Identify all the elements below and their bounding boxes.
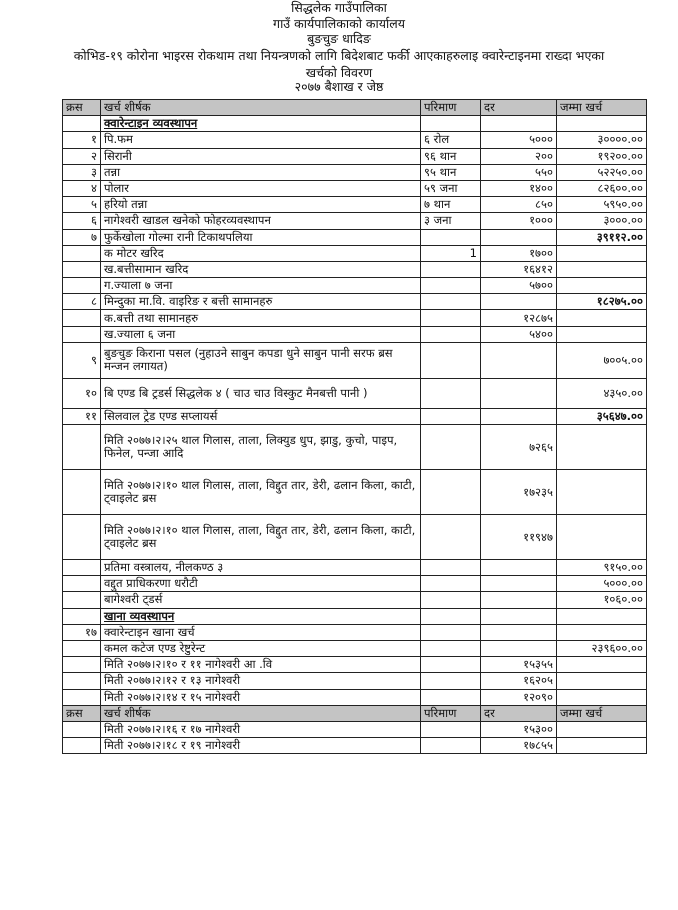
title-cell: मिन्दुका मा.वि. वाइरिङ र बत्ती सामानहरु: [101, 294, 421, 310]
rate-cell: [481, 608, 557, 624]
serial-cell: [63, 470, 101, 515]
office-name: सिद्धलेक गाउँपालिका: [291, 0, 387, 15]
rate-cell: ५७००: [481, 278, 557, 294]
quantity-cell: [421, 640, 481, 656]
serial-cell: [63, 689, 101, 705]
total-cell: ३९११२.००: [557, 229, 647, 245]
rate-cell: [481, 576, 557, 592]
rate-cell: १५३५५: [481, 657, 557, 673]
quantity-cell: ९६ थान: [421, 148, 481, 164]
total-cell: [557, 608, 647, 624]
total-cell: ९१५०.००: [557, 560, 647, 576]
table-row: [63, 378, 647, 408]
title-cell: मिति २०७७।२।१० थाल गिलास, ताला, विद्दुत तार, डेरी, ढलान किला, काटी, ट्वाइलेट ब्रस: [101, 470, 421, 515]
rate-cell: १७००: [481, 245, 557, 261]
table-row: [63, 738, 647, 754]
total-cell: ८२६००.००: [557, 180, 647, 196]
total-cell: ३०००.००: [557, 213, 647, 229]
quantity-cell: [421, 560, 481, 576]
table-header-row: [63, 100, 647, 116]
rate-cell: १७२३५: [481, 470, 557, 515]
quantity-cell: [421, 342, 481, 378]
title-cell: मिती २०७७।२।१२ र १३ नागेश्वरी: [101, 673, 421, 689]
total-cell: ४३५०.००: [557, 378, 647, 408]
quantity-cell: [421, 721, 481, 737]
serial-cell: [63, 673, 101, 689]
title-cell: मिति २०७७।२।२५ थाल गिलास, ताला, लिक्युड धुप, झाडु, कुचो, पाइप, फिनेल, पन्जा आदि: [101, 425, 421, 470]
table-row: [63, 148, 647, 164]
title-cell: हरियो तन्ना: [101, 197, 421, 213]
rate-cell: १०००: [481, 213, 557, 229]
section-row: [63, 608, 647, 624]
table-row: [63, 229, 647, 245]
title-cell: मिती २०७७।२।१४ र १५ नागेश्वरी: [101, 689, 421, 705]
title-cell: कमल कटेज एण्ड रेष्टुरेन्ट: [101, 640, 421, 656]
total-cell: [557, 657, 647, 673]
table-row: [63, 310, 647, 326]
rate-cell: १२८७५: [481, 310, 557, 326]
table-row: [63, 197, 647, 213]
serial-cell: ५: [63, 197, 101, 213]
total-cell: [557, 326, 647, 342]
serial-cell: [63, 738, 101, 754]
serial-cell: [63, 576, 101, 592]
total-cell: १८२७५.००: [557, 294, 647, 310]
title-cell: सिरानी: [101, 148, 421, 164]
serial-cell: [63, 425, 101, 470]
serial-cell: १: [63, 132, 101, 148]
table-row: [63, 560, 647, 576]
title-cell: मिती २०७७।२।१६ र १७ नागेश्वरी: [101, 721, 421, 737]
serial-cell: [63, 592, 101, 608]
serial-cell: [63, 560, 101, 576]
quantity-cell: [421, 515, 481, 560]
office-subtitle: गाउँ कार्यपालिकाको कार्यालय: [273, 16, 405, 31]
title-cell: ख.ज्याला ६ जना: [101, 326, 421, 342]
quantity-cell: [421, 576, 481, 592]
total-cell: [557, 624, 647, 640]
rate-cell: [481, 560, 557, 576]
quantity-cell: ९५ थान: [421, 164, 481, 180]
table-row: [63, 245, 647, 261]
rate-cell: ८५०: [481, 197, 557, 213]
quantity-cell: ७ थान: [421, 197, 481, 213]
table-row: [63, 132, 647, 148]
title-cell: पोलार: [101, 180, 421, 196]
table-row: [63, 326, 647, 342]
section-row: [63, 116, 647, 132]
serial-cell: [63, 310, 101, 326]
title-cell: क.बत्ती तथा सामानहरु: [101, 310, 421, 326]
rate-cell: दर: [481, 705, 557, 721]
report-period: २०७७ बैशाख र जेष्ठ: [294, 79, 384, 94]
total-cell: [557, 689, 647, 705]
serial-cell: ६: [63, 213, 101, 229]
title-cell: खर्च शीर्षक: [101, 705, 421, 721]
quantity-cell: [421, 425, 481, 470]
rate-cell: ५५०: [481, 164, 557, 180]
rate-cell: १६४१२: [481, 261, 557, 277]
serial-cell: [63, 515, 101, 560]
quantity-cell: ३ जना: [421, 213, 481, 229]
total-cell: १९२००.००: [557, 148, 647, 164]
table-row: [63, 689, 647, 705]
total-cell: ३००००.००: [557, 132, 647, 148]
quantity-cell: परिमाण: [421, 100, 481, 116]
title-cell: क मोटर खरिद: [101, 245, 421, 261]
total-cell: ३५६४७.००: [557, 408, 647, 424]
quantity-cell: [421, 261, 481, 277]
title-cell: नागेश्वरी खाडल खनेको फोहरव्यवस्थापन: [101, 213, 421, 229]
total-cell: जम्मा खर्च: [557, 705, 647, 721]
serial-cell: ३: [63, 164, 101, 180]
rate-cell: १५३००: [481, 721, 557, 737]
quantity-cell: [421, 278, 481, 294]
table-row: [63, 342, 647, 378]
quantity-cell: [421, 624, 481, 640]
total-cell: ५९५०.००: [557, 197, 647, 213]
table-row: [63, 164, 647, 180]
serial-cell: २: [63, 148, 101, 164]
total-cell: [557, 116, 647, 132]
total-cell: ५२२५०.००: [557, 164, 647, 180]
table-row: [63, 213, 647, 229]
quantity-cell: [421, 592, 481, 608]
table-row: [63, 180, 647, 196]
rate-cell: ७२६५: [481, 425, 557, 470]
rate-cell: १६२०५: [481, 673, 557, 689]
title-cell: क्वारेन्टाइन खाना खर्च: [101, 624, 421, 640]
total-cell: [557, 515, 647, 560]
table-row: [63, 592, 647, 608]
quantity-cell: [421, 738, 481, 754]
table-row: [63, 640, 647, 656]
serial-cell: [63, 326, 101, 342]
total-cell: जम्मा खर्च: [557, 100, 647, 116]
quantity-cell: [421, 689, 481, 705]
serial-cell: [63, 657, 101, 673]
title-cell: बागेश्वरी ट्डर्स: [101, 592, 421, 608]
rate-cell: १२०९०: [481, 689, 557, 705]
quantity-cell: ६ रोल: [421, 132, 481, 148]
quantity-cell: [421, 229, 481, 245]
serial-cell: [63, 640, 101, 656]
quantity-cell: [421, 294, 481, 310]
serial-cell: क्रस: [63, 100, 101, 116]
report-purpose: कोभिड-१९ कोरोना भाइरस रोकथाम तथा नियन्त्रणको लागि बिदेशबाट फर्की आएकाहरुलाइ क्वारेन्टाइनमा राख्दा भएका: [73, 48, 605, 63]
title-cell: बि एण्ड बि ट्रडर्स सिद्धलेक ४ ( चाउ चाउ विस्कुट मैनबत्ती पानी ): [101, 378, 421, 408]
total-cell: [557, 738, 647, 754]
table-row: [63, 408, 647, 424]
serial-cell: ९: [63, 342, 101, 378]
total-cell: [557, 721, 647, 737]
rate-cell: [481, 294, 557, 310]
report-title: खर्चको विवरण: [305, 65, 373, 80]
rate-cell: [481, 229, 557, 245]
total-cell: [557, 278, 647, 294]
title-cell: खाना व्यवस्थापन: [101, 608, 421, 624]
title-cell: प्रतिमा वस्त्रालय, नीलकण्ठ ३: [101, 560, 421, 576]
total-cell: [557, 425, 647, 470]
total-cell: [557, 261, 647, 277]
expense-table: [62, 99, 647, 754]
rate-cell: [481, 640, 557, 656]
rate-cell: २००: [481, 148, 557, 164]
total-cell: ५०००.००: [557, 576, 647, 592]
office-location: बुङचुङ धादिङ: [307, 31, 371, 46]
rate-cell: [481, 342, 557, 378]
title-cell: ग.ज्याला ७ जना: [101, 278, 421, 294]
rate-cell: ५४००: [481, 326, 557, 342]
rate-cell: [481, 592, 557, 608]
total-cell: [557, 310, 647, 326]
rate-cell: १४००: [481, 180, 557, 196]
table-row: [63, 294, 647, 310]
rate-cell: दर: [481, 100, 557, 116]
total-cell: १०६०.००: [557, 592, 647, 608]
serial-cell: क्रस: [63, 705, 101, 721]
title-cell: फुर्केखोला गोल्मा रानी टिकाथपलिया: [101, 229, 421, 245]
quantity-cell: 1: [421, 245, 481, 261]
table-row: [63, 470, 647, 515]
title-cell: पि.फम: [101, 132, 421, 148]
quantity-cell: [421, 657, 481, 673]
rate-cell: [481, 378, 557, 408]
table-row: [63, 515, 647, 560]
serial-cell: १०: [63, 378, 101, 408]
quantity-cell: [421, 673, 481, 689]
serial-cell: [63, 116, 101, 132]
title-cell: बुङचुङ किराना पसल (नुहाउने साबुन कपडा धुने साबुन पानी सरफ ब्रस मन्जन लगायत): [101, 342, 421, 378]
serial-cell: [63, 278, 101, 294]
rate-cell: ५०००: [481, 132, 557, 148]
serial-cell: ७: [63, 229, 101, 245]
total-cell: [557, 470, 647, 515]
quantity-cell: [421, 326, 481, 342]
quantity-cell: [421, 608, 481, 624]
title-cell: तन्ना: [101, 164, 421, 180]
serial-cell: [63, 261, 101, 277]
title-cell: सिलवाल ट्रेड एण्ड सप्लायर्स: [101, 408, 421, 424]
title-cell: ख.बत्तीसामान खरिद: [101, 261, 421, 277]
total-cell: २३९६००.००: [557, 640, 647, 656]
table-row: [63, 673, 647, 689]
table-row: [63, 624, 647, 640]
table-row: [63, 721, 647, 737]
rate-cell: [481, 624, 557, 640]
total-cell: [557, 245, 647, 261]
table-row: [63, 576, 647, 592]
rate-cell: [481, 408, 557, 424]
title-cell: खर्च शीर्षक: [101, 100, 421, 116]
quantity-cell: ५९ जना: [421, 180, 481, 196]
title-cell: मिति २०७७।२।१० थाल गिलास, ताला, विद्दुत तार, डेरी, ढलान किला, काटी, ट्वाइलेट ब्रस: [101, 515, 421, 560]
rate-cell: [481, 116, 557, 132]
total-cell: [557, 673, 647, 689]
quantity-cell: [421, 310, 481, 326]
quantity-cell: [421, 408, 481, 424]
title-cell: वद्दुत प्राधिकरणा धरौटी: [101, 576, 421, 592]
rate-cell: ११९४७: [481, 515, 557, 560]
quantity-cell: [421, 470, 481, 515]
serial-cell: [63, 245, 101, 261]
serial-cell: १७: [63, 624, 101, 640]
serial-cell: ८: [63, 294, 101, 310]
quantity-cell: [421, 116, 481, 132]
table-row: [63, 657, 647, 673]
table-header-row: [63, 705, 647, 721]
rate-cell: १७८५५: [481, 738, 557, 754]
table-row: [63, 278, 647, 294]
quantity-cell: [421, 378, 481, 408]
table-row: [63, 261, 647, 277]
quantity-cell: परिमाण: [421, 705, 481, 721]
serial-cell: [63, 721, 101, 737]
serial-cell: ४: [63, 180, 101, 196]
table-row: [63, 425, 647, 470]
serial-cell: ११: [63, 408, 101, 424]
title-cell: क्वारेन्टाइन व्यवस्थापन: [101, 116, 421, 132]
title-cell: मिती २०७७।२।१८ र १९ नागेश्वरी: [101, 738, 421, 754]
serial-cell: [63, 608, 101, 624]
title-cell: मिति २०७७।२।१० र ११ नागेश्वरी आ .वि: [101, 657, 421, 673]
total-cell: ७००५.००: [557, 342, 647, 378]
